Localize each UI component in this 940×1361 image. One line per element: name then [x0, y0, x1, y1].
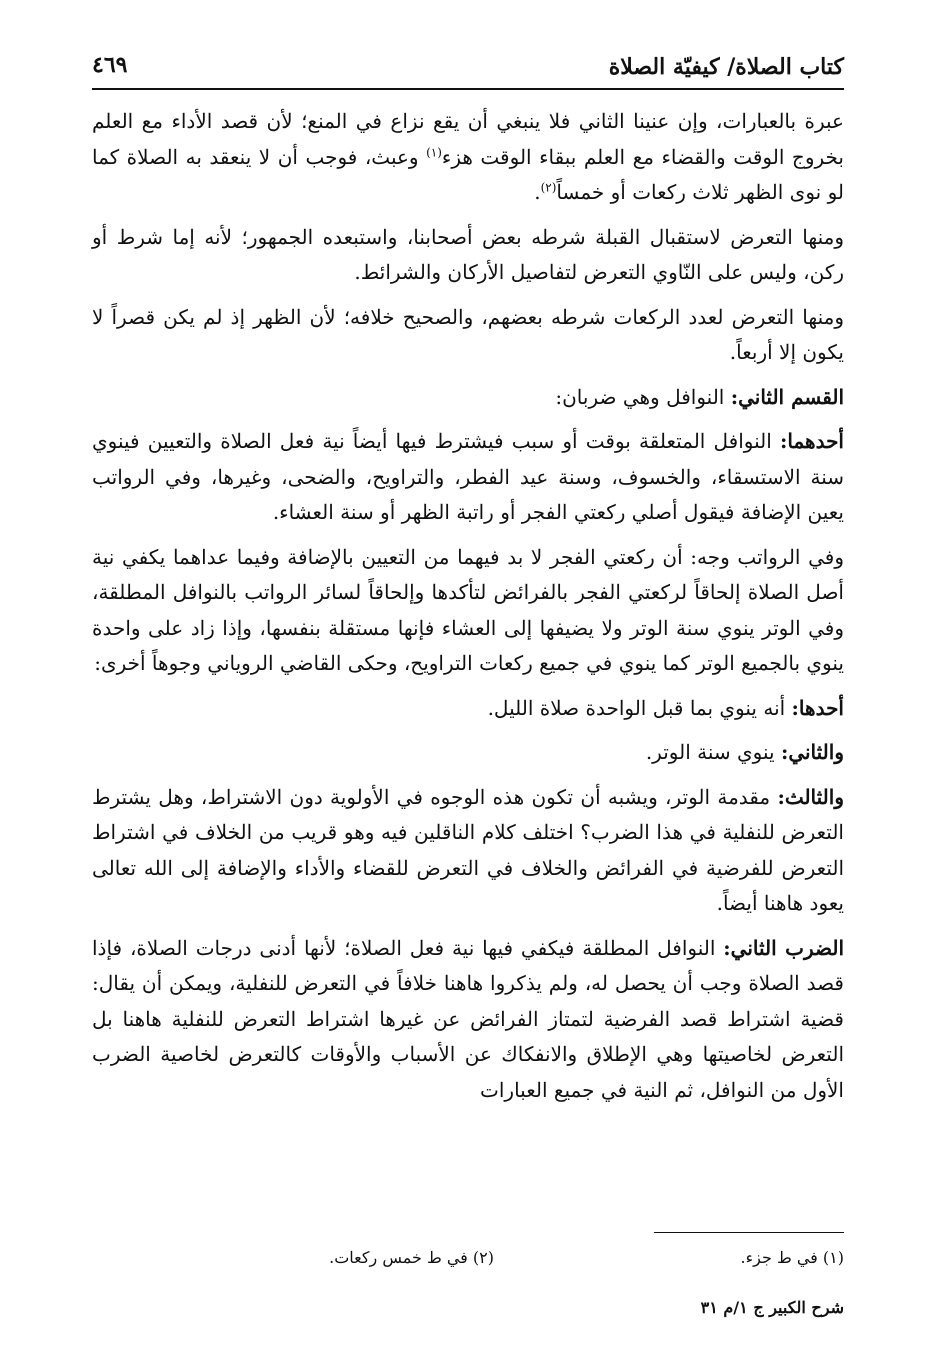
paragraph [92, 104, 844, 211]
paragraph [92, 424, 844, 531]
section-lead: أحدها: [791, 695, 844, 720]
paragraph-text: النوافل وهي ضربان: [555, 384, 731, 409]
paragraph-text: النوافل المتعلقة بوقت أو سبب فيشترط فيها أيضاً نية فعل الصلاة والتعيين فينوي سنة الاستسقاء، والخسوف، وسنة عيد الفطر، والتراويح، والضحى، وغيرها، وفي الرواتب يعين الإضافة فيقول أصلي ركعتي الفجر أو راتبة الظهر أو سنة العشاء. [92, 429, 844, 524]
book-page [92, 40, 844, 1330]
paragraph-text: مقدمة الوتر، ويشبه أن تكون هذه الوجوه في الأولوية دون الاشتراط، وهل يشترط التعرض للنفلية في هذا الضرب؟ اختلف كلام الناقلين فيه وهو قريب من الخلاف في اشتراط التعرض للفرضية في الفرائض والخلاف في التعرض للقضاء والأداء والإضافة إلى الله تعالى يعود هاهنا أيضاً. [92, 784, 844, 915]
section-lead: أحدهما: [779, 429, 844, 453]
paragraph-text: أنه ينوي بما قبل الواحدة صلاة الليل. [487, 695, 792, 720]
paragraph-text: وفي الرواتب وجه: أن ركعتي الفجر لا بد فيهما من التعيين بالإضافة وفيما عداهما يكفي نية أصل الصلاة إلحاقاً لركعتي الفجر بالفرائض لتأكدها وإلحاقاً لسائر الرواتب بالنوافل المطلقة، وفي الوتر ينوي سنة الوتر ولا يضيفها إلى العشاء فإنها مستقلة بنفسها، وإذا زاد على واحدة ينوي بالجميع الوتر كما ينوي في جميع ركعات التراويح، وحكى القاضي الروياني وجوهاً أخرى: [92, 544, 844, 675]
section-lead: والثالث: [777, 784, 844, 809]
paragraph-text: ينوي سنة الوتر. [645, 740, 781, 764]
paragraph-text: ومنها التعرض لاستقبال القبلة شرطه بعض أصحابنا، واستبعده الجمهور؛ لأنه إما شرط أو ركن، وليس على النّاوي التعرض لتفاصيل الأركان والشرائط. [92, 224, 844, 284]
section-lead: والثاني: [780, 740, 844, 764]
paragraph-text: ومنها التعرض لعدد الركعات شرطه بعضهم، والصحيح خلافه؛ لأن الظهر إذ لم يكن قصراً لا يكون إلا أربعاً. [92, 304, 844, 364]
footnote-divider [654, 1232, 844, 1233]
footnotes [92, 1248, 844, 1282]
paragraph [92, 380, 844, 416]
paragraph-text-continued: وعبث، فوجب أن لا ينعقد به الصلاة كما لو نوى الظهر ثلاث ركعات أو خمساً [92, 144, 844, 204]
footnote-marker: (٢) [540, 180, 557, 195]
printer-signature: شرح الكبير ج ١/م ٣١ [700, 1298, 844, 1317]
footnote-2: (٢) في ط خمس ركعات. [329, 1248, 494, 1267]
section-lead: القسم الثاني: [730, 384, 844, 409]
paragraph-text: عبرة بالعبارات، وإن عنينا الثاني فلا ينبغي أن يقع نزاع في المنع؛ لأن قصد الأداء مع العلم بخروج الوقت والقضاء مع العلم ببقاء الوقت هزء [92, 109, 844, 169]
paragraph [92, 780, 844, 922]
paragraph [92, 220, 844, 291]
running-title: كتاب الصلاة/ كيفيّة الصلاة [608, 54, 844, 80]
paragraph [92, 540, 844, 682]
footnote-1: (١) في ط جزء. [740, 1248, 844, 1267]
section-lead: الضرب الثاني: [723, 935, 845, 960]
running-header [92, 40, 844, 90]
paragraph-text-end: . [534, 180, 541, 204]
paragraph [92, 735, 844, 771]
paragraph-text: النوافل المطلقة فيكفي فيها نية فعل الصلاة؛ لأنها أدنى درجات الصلاة، فإذا قصد الصلاة وجب أن يحصل له، ولم يذكروا هاهنا خلافاً في التعرض للنفلية، ويمكن أن يقال: قضية اشتراط قصد الفرضية لتمتاز الفرائض عن غيرها اشتراط التعرض للنفلية هاهنا بل التعرض لخاصيتها وهي الإطلاق والانفكاك عن الأسباب والأوقات كالتعرض لخاصية الضرب الأول من النوافل، ثم النية في جميع العبارات [92, 935, 844, 1102]
paragraph [92, 300, 844, 371]
main-text [92, 104, 844, 1108]
paragraph [92, 691, 844, 727]
footnote-marker: (١) [426, 144, 442, 159]
paragraph [92, 931, 844, 1109]
page-number: ٤٦٩ [92, 52, 128, 78]
